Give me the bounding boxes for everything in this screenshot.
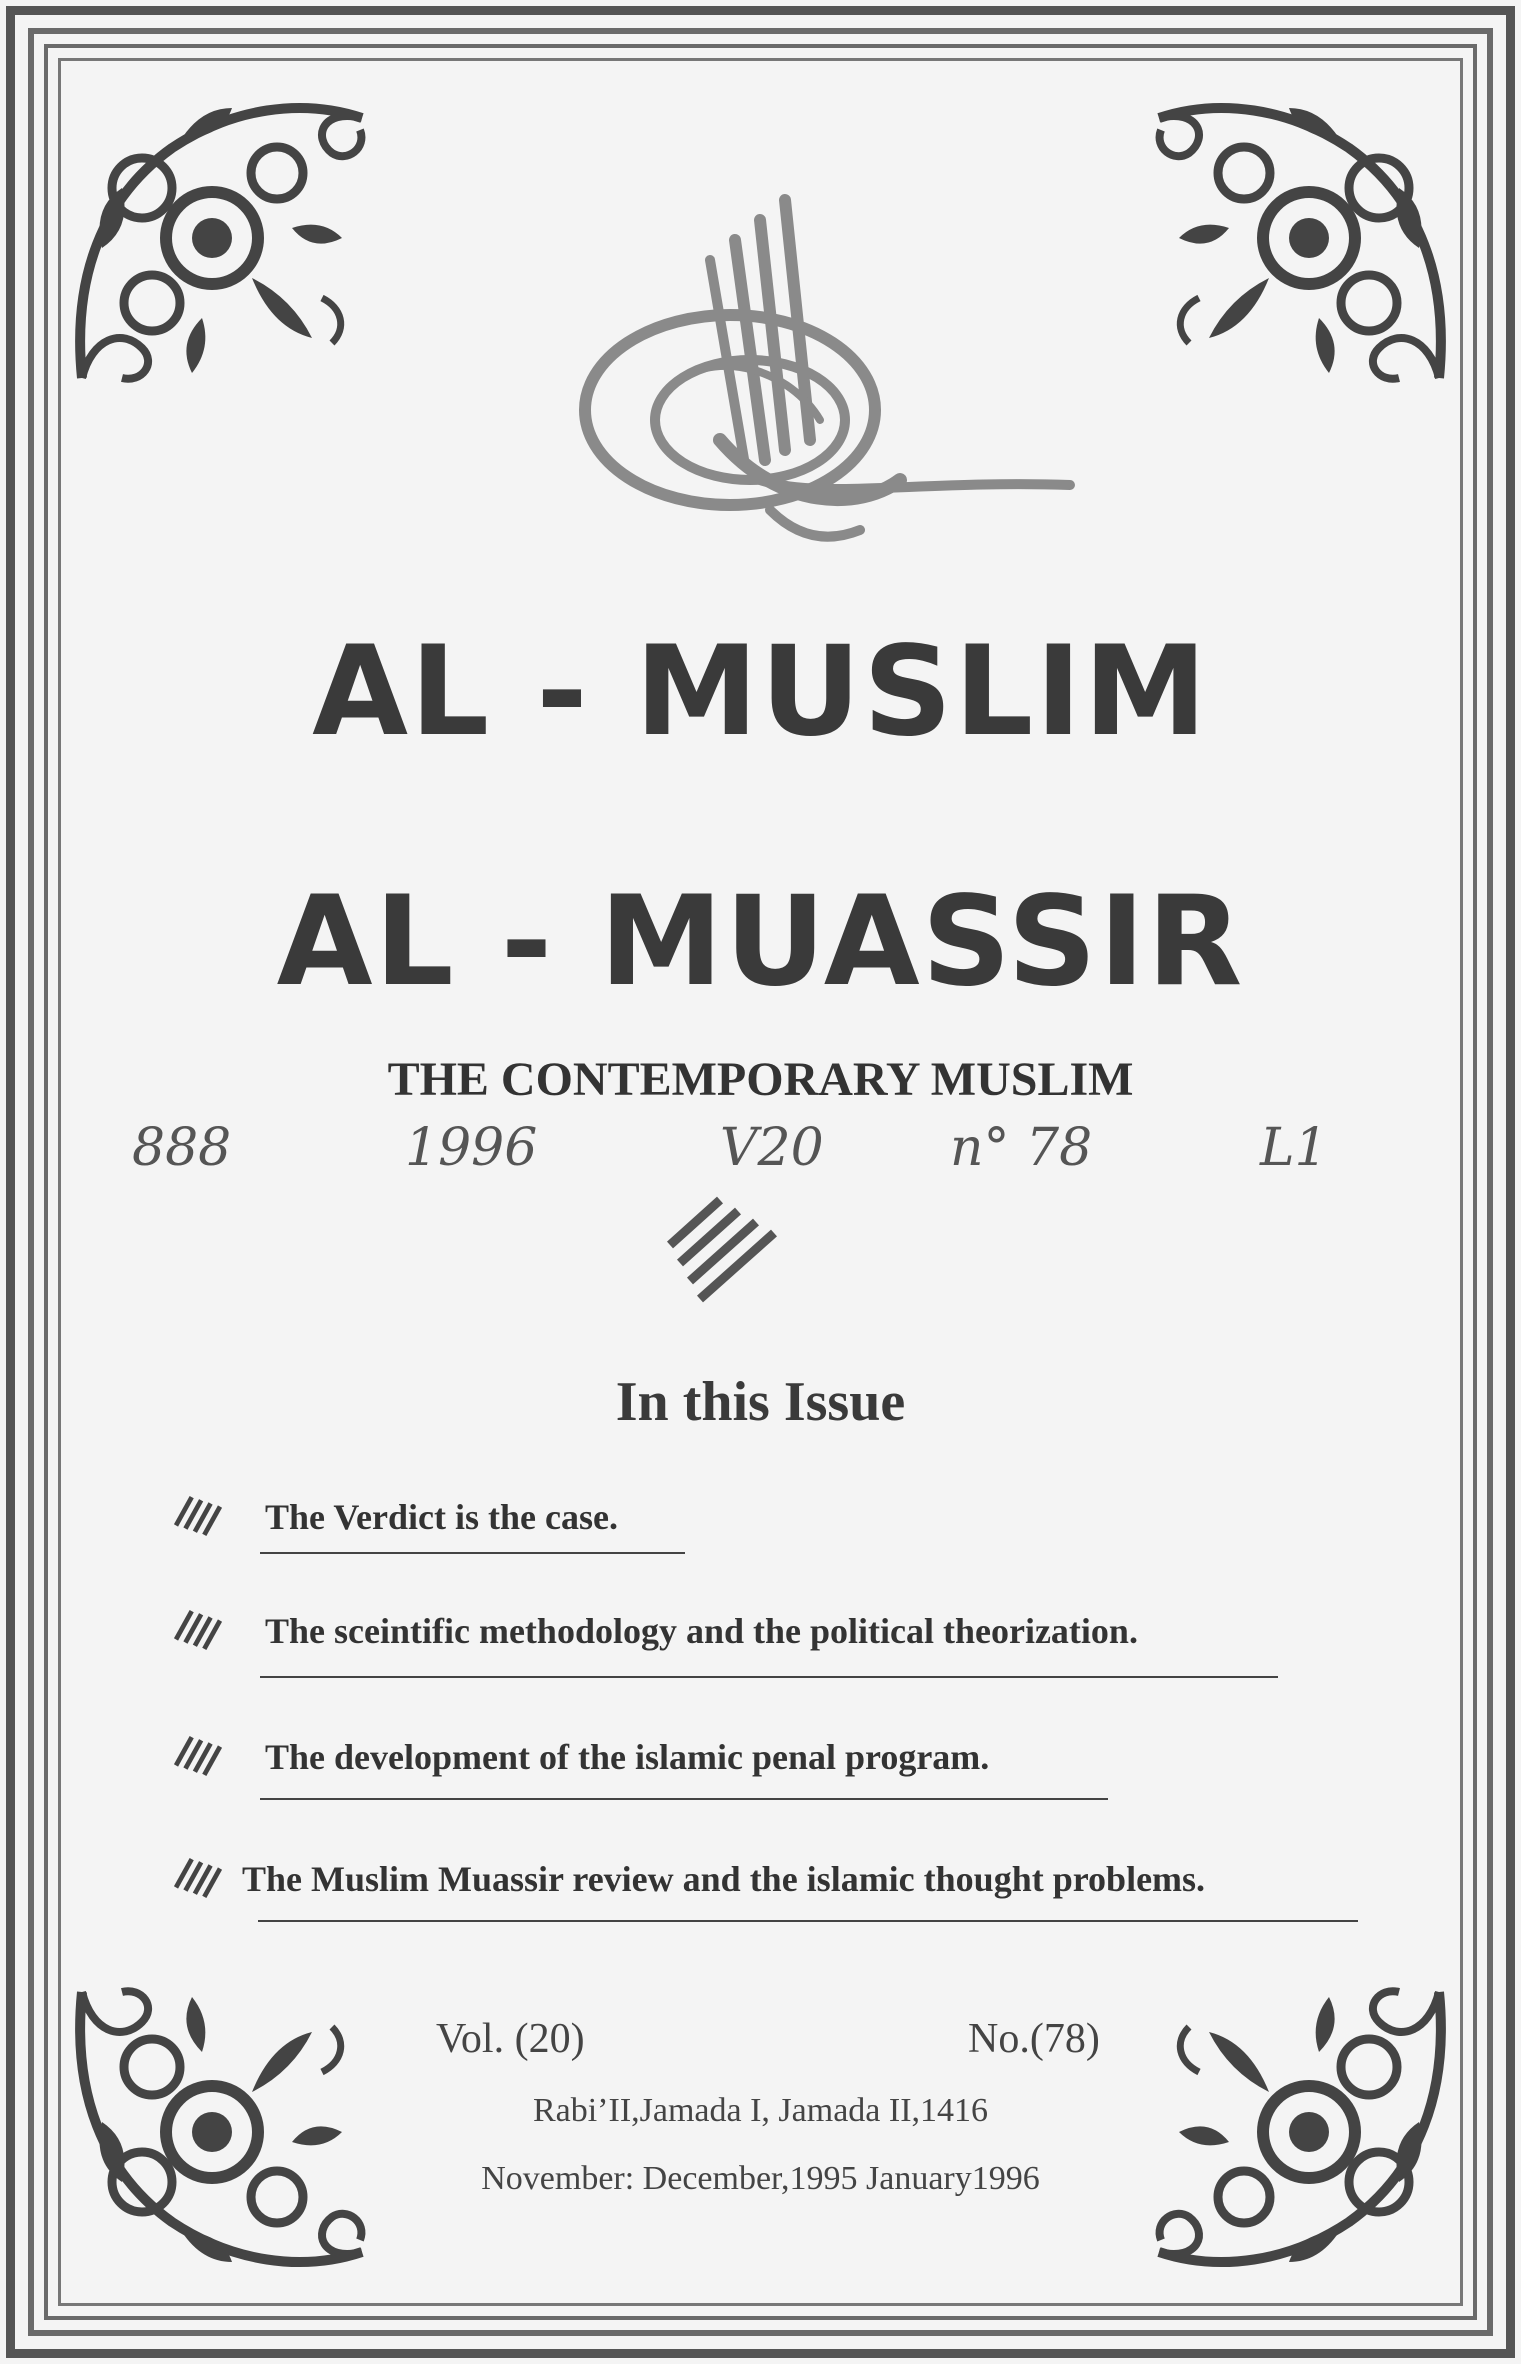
floral-corner-ornament-icon	[62, 78, 392, 408]
hijri-date: Rabi’II,Jamada I, Jamada II,1416	[532, 2092, 989, 2129]
diagonal-stripes-icon	[170, 1734, 226, 1778]
handwritten-note: 888	[132, 1118, 232, 1178]
diagonal-stripes-icon	[170, 1494, 226, 1538]
underline	[258, 1920, 1358, 1922]
handwritten-note: 1996	[405, 1118, 538, 1178]
contents-item-title: The development of the islamic penal program.	[265, 1737, 990, 1777]
contents-item-title: The sceintific methodology and the political theorization.	[265, 1611, 1138, 1651]
diagonal-stripes-icon	[170, 1608, 226, 1652]
underline	[260, 1676, 1278, 1678]
gregorian-date: November: December,1995 January1996	[481, 2160, 1040, 2197]
handwritten-note: L1	[1260, 1118, 1328, 1178]
masthead-subtitle: THE CONTEMPORARY MUSLIM	[387, 1053, 1134, 1106]
underline	[260, 1552, 685, 1554]
diagonal-stripes-icon	[170, 1856, 226, 1900]
diagonal-stripes-icon	[660, 1195, 780, 1305]
handwritten-note: n° 78	[950, 1118, 1093, 1178]
contents-item-title: The Verdict is the case.	[265, 1497, 618, 1537]
masthead-title-line2: AL - MUASSIR	[276, 870, 1245, 1014]
floral-corner-ornament-icon	[1129, 78, 1459, 408]
issue-number: No.(78)	[968, 2016, 1100, 2062]
tughra-calligraphy-icon	[560, 180, 1080, 560]
handwritten-note: V20	[720, 1118, 824, 1178]
underline	[260, 1798, 1108, 1800]
volume-label: Vol. (20)	[436, 2016, 585, 2062]
masthead-title-line1: AL - MUSLIM	[312, 620, 1209, 764]
contents-item-title: The Muslim Muassir review and the islamic thought problems.	[242, 1859, 1206, 1899]
contents-heading: In this Issue	[615, 1371, 906, 1433]
